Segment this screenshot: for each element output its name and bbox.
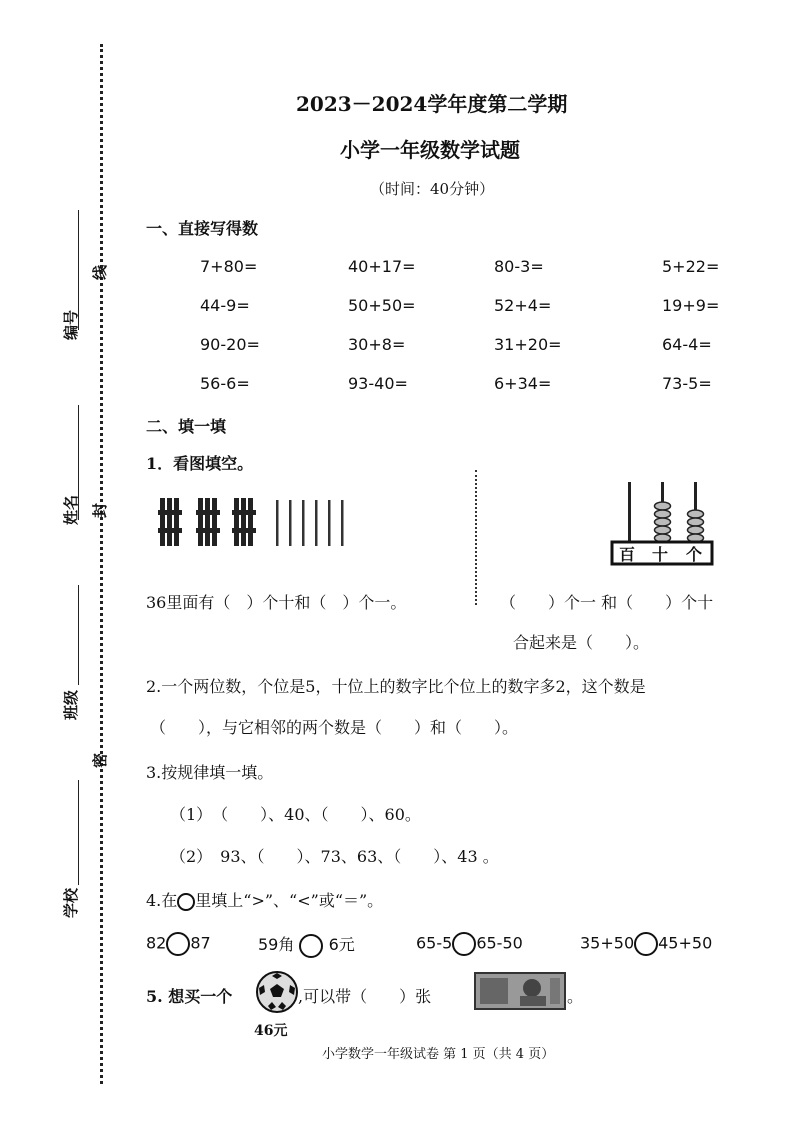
stick-bundle-icon <box>196 498 220 546</box>
counting-sticks-picture <box>158 492 358 552</box>
q1-left-text: 36里面有（ ）个十和（ ）个一。 <box>146 593 407 612</box>
compare-left: 82 <box>146 933 167 953</box>
calc-item: 56-6= <box>200 374 250 393</box>
calc-item: 73-5= <box>662 374 712 393</box>
seal-char-line: 线 <box>91 264 110 281</box>
q5-text-end: 。 <box>567 987 584 1006</box>
binding-dotted-line <box>100 44 103 1084</box>
compare-left: 59角 <box>258 935 295 954</box>
soccer-ball-icon <box>255 970 299 1014</box>
q1-right-text-2: 合起来是（ ）。 <box>513 633 650 652</box>
calc-item: 19+9= <box>662 296 720 315</box>
calc-item: 50+50= <box>348 296 416 315</box>
section2-heading: 二、填一填 <box>146 417 227 436</box>
banknote-icon <box>474 972 566 1010</box>
school-label: 学校 <box>62 887 80 918</box>
abacus-label-tens: 十 <box>652 545 669 564</box>
calc-item: 5+22= <box>662 257 720 276</box>
answer-circle-icon[interactable] <box>452 932 476 956</box>
compare-left: 65-5 <box>416 933 453 953</box>
q3-title: 3.按规律填一填。 <box>146 763 274 782</box>
compare-item <box>258 932 355 958</box>
calc-item: 80-3= <box>494 257 544 276</box>
q2-line1: 2.一个两位数，个位是5，十位上的数字比个位上的数字多2，这个数是 <box>146 677 646 696</box>
calc-item: 7+80= <box>200 257 258 276</box>
q1-title: 1．看图填空。 <box>146 454 254 473</box>
answer-circle-icon[interactable] <box>166 932 190 956</box>
time-note: （时间：40分钟） <box>370 180 495 198</box>
abacus-label-hundreds: 百 <box>619 545 636 564</box>
compare-item <box>146 932 211 956</box>
compare-right: 65-50 <box>476 933 523 953</box>
seal-char-feng: 封 <box>91 502 110 519</box>
exam-title-line1: 2023－2024学年度第二学期 <box>296 92 568 116</box>
answer-circle-icon[interactable] <box>634 932 658 956</box>
q3-line1: （1） （ ）、40、（ ）、60。 <box>170 805 421 824</box>
calc-item: 40+17= <box>348 257 416 276</box>
ball-price: 46元 <box>254 1023 288 1039</box>
question-divider <box>475 470 477 605</box>
seal-char-mi: 密 <box>91 752 110 769</box>
calc-item: 30+8= <box>348 335 406 354</box>
q4-title-post: 里填上“>”、“<”或“＝”。 <box>195 891 384 910</box>
exam-title-line2: 小学一年级数学试题 <box>340 138 520 162</box>
q2-line2: （ ），与它相邻的两个数是（ ）和（ ）。 <box>150 718 519 737</box>
calc-item: 64-4= <box>662 335 712 354</box>
page-footer: 小学数学一年级试卷 第 1 页（共 4 页） <box>322 1047 555 1062</box>
compare-item <box>580 932 712 956</box>
compare-right: 6元 <box>328 935 355 954</box>
answer-circle-icon[interactable] <box>299 934 323 958</box>
stick-bundle-icon <box>158 498 182 546</box>
calc-item: 31+20= <box>494 335 562 354</box>
calc-item: 52+4= <box>494 296 552 315</box>
answer-circle-icon <box>177 893 195 911</box>
class-label: 班级 <box>62 689 80 720</box>
calc-item: 90-20= <box>200 335 260 354</box>
q4-title-pre: 4.在 <box>146 891 178 910</box>
number-label: 编号 <box>62 309 80 340</box>
stick-bundle-icon <box>232 498 256 546</box>
section1-heading: 一、直接写得数 <box>146 219 259 238</box>
calc-item: 44-9= <box>200 296 250 315</box>
q5-text-mid: ,可以带（ ）张 <box>298 987 432 1006</box>
compare-right: 87 <box>190 933 211 953</box>
calc-item: 93-40= <box>348 374 408 393</box>
school-blank-line <box>78 780 79 885</box>
compare-right: 45+50 <box>658 933 713 953</box>
q3-line2: （2） 93、（ ）、73、63、（ ）、43 。 <box>170 847 499 866</box>
single-sticks-icon <box>276 500 344 546</box>
name-label: 姓名 <box>62 494 80 525</box>
compare-left: 35+50 <box>580 933 635 953</box>
q5-text-pre: 5. 想买一个 <box>146 987 233 1006</box>
compare-item <box>416 932 523 956</box>
q1-right-text-1: （ ）个一 和（ ）个十 <box>500 593 714 612</box>
class-blank-line <box>78 585 79 685</box>
abacus-label-ones: 个 <box>686 545 703 564</box>
q4-title <box>146 888 383 911</box>
calc-item: 6+34= <box>494 374 552 393</box>
